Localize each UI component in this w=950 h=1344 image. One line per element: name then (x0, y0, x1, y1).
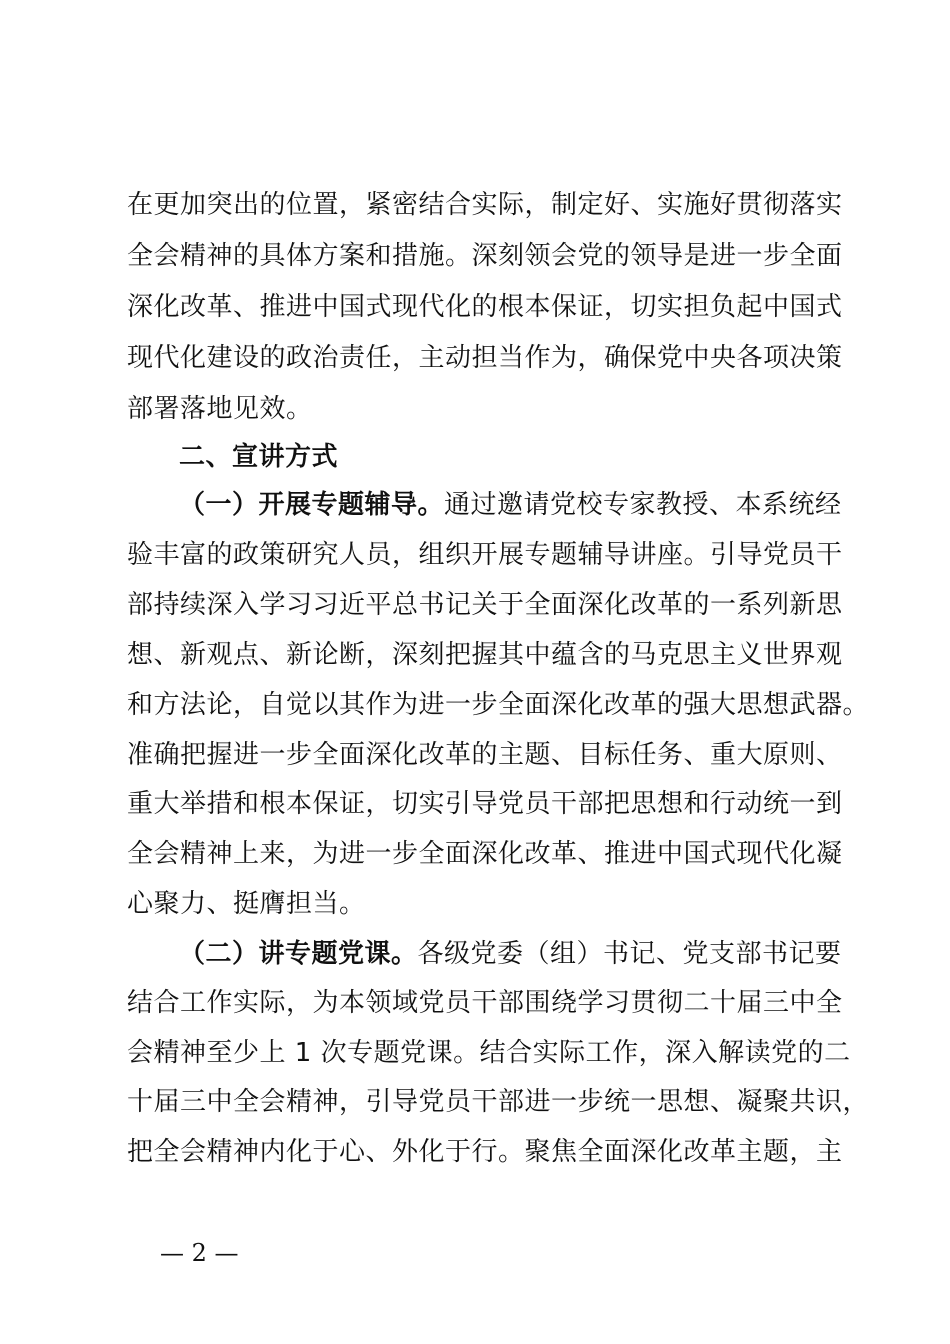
paragraph-line: 现代化建设的政治责任，主动担当作为，确保党中央各项决策 (127, 343, 843, 373)
paragraph-text: 通过邀请党校专家教授、本系统经 (444, 490, 842, 520)
paragraph-line: 验丰富的政策研究人员，组织开展专题辅导讲座。引导党员干 (127, 540, 843, 570)
paragraph-line: 会精神至少上 1 次专题党课。结合实际工作，深入解读党的二 (127, 1038, 851, 1068)
subsection-title: （一）开展专题辅导。 (179, 490, 445, 520)
paragraph-line: 重大举措和根本保证，切实引导党员干部把思想和行动统一到 (127, 789, 843, 819)
section-heading: 二、宣讲方式 (179, 442, 339, 472)
paragraph-line: 部持续深入学习习近平总书记关于全面深化改革的一系列新思 (127, 590, 843, 620)
paragraph-line: 和方法论，自觉以其作为进一步全面深化改革的强大思想武器。 (127, 690, 870, 720)
paragraph-line: 部署落地见效。 (127, 394, 313, 424)
paragraph-line: 十届三中全会精神，引导党员干部进一步统一思想、凝聚共识， (127, 1087, 870, 1117)
paragraph-line: 想、新观点、新论断，深刻把握其中蕴含的马克思主义世界观 (127, 640, 843, 670)
subsection-title: （二）讲专题党课。 (179, 939, 418, 969)
paragraph-line: 全会精神的具体方案和措施。深刻领会党的领导是进一步全面 (127, 241, 843, 271)
paragraph-line: 结合工作实际，为本领域党员干部围绕学习贯彻二十届三中全 (127, 988, 843, 1018)
paragraph-line: 心聚力、挺膺担当。 (127, 889, 366, 919)
subsection-first-line (179, 937, 919, 971)
paragraph-line: 全会精神上来，为进一步全面深化改革、推进中国式现代化凝 (127, 839, 843, 869)
paragraph-line: 在更加突出的位置，紧密结合实际，制定好、实施好贯彻落实 (127, 190, 843, 220)
paragraph-line: 准确把握进一步全面深化改革的主题、目标任务、重大原则、 (127, 740, 843, 770)
paragraph-line: 把全会精神内化于心、外化于行。聚焦全面深化改革主题，主 (127, 1137, 843, 1167)
subsection-first-line (179, 488, 919, 522)
page-number: — 2 — (160, 1239, 239, 1267)
paragraph-line: 深化改革、推进中国式现代化的根本保证，切实担负起中国式 (127, 292, 843, 322)
paragraph-text: 各级党委（组）书记、党支部书记要 (417, 939, 842, 969)
